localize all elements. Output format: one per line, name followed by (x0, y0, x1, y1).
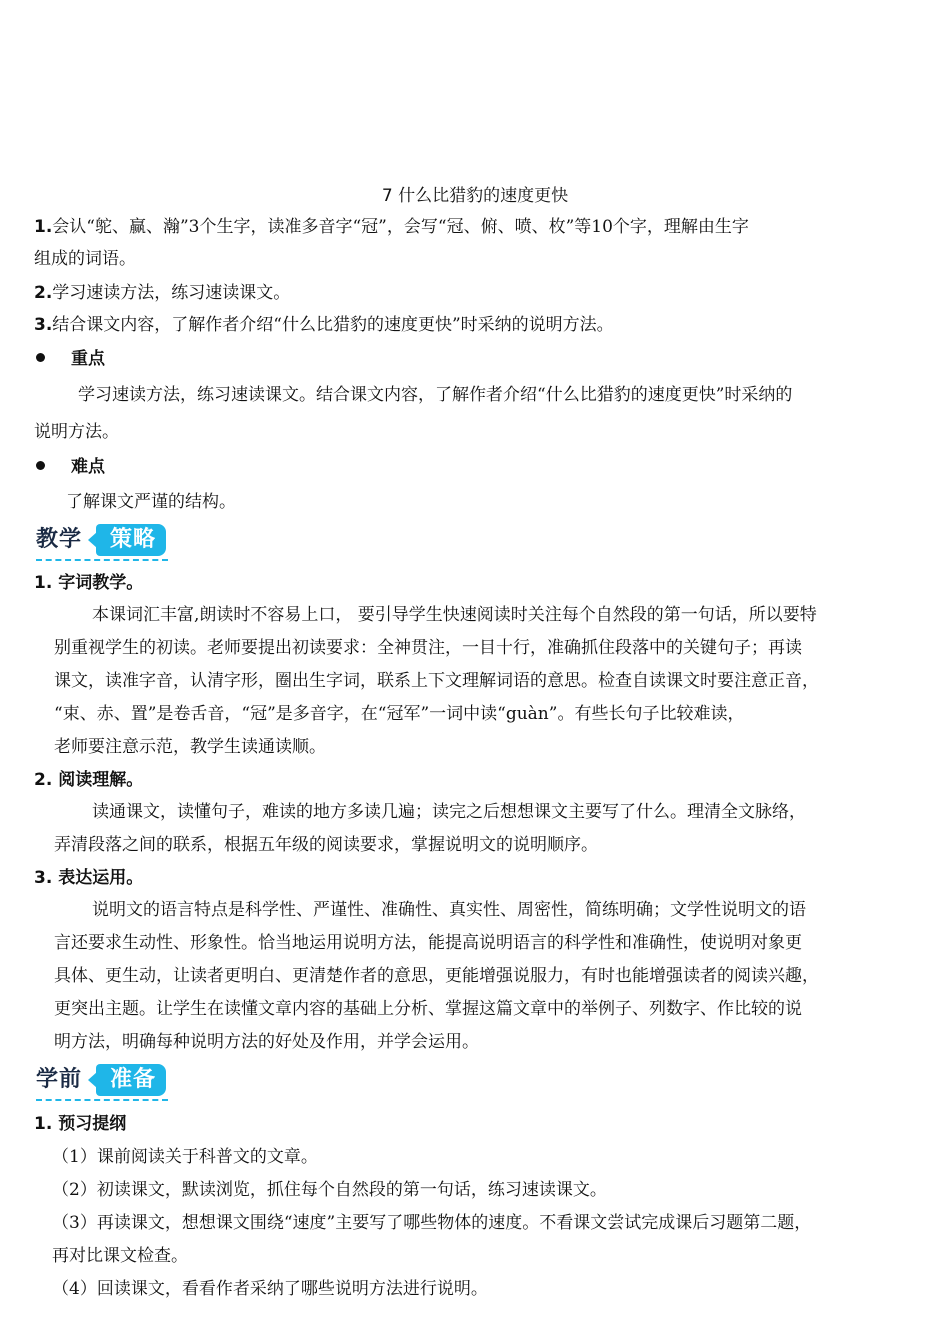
banner-underline (36, 1099, 168, 1101)
strategy-1-line-3: 课文，读准字音，认清字形，圈出生字词，联系上下文理解词语的意思。检查自读课文时要注意正音， (54, 671, 819, 691)
strategy-1-line-5: 老师要注意示范，教学生读通读顺。 (54, 737, 326, 757)
strategy-3-line-1: 说明文的语言特点是科学性、严谨性、准确性、真实性、周密性，简练明确；文学性说明文的语 (92, 900, 806, 920)
banner-underline (36, 559, 168, 561)
prep-line-5: （4）回读课文，看看作者采纳了哪些说明方法进行说明。 (52, 1279, 488, 1299)
prep-line-4: 再对比课文检查。 (52, 1246, 188, 1266)
objective-1-cont: 组成的词语。 (34, 249, 136, 269)
difficulty-line-1: 了解课文严谨的结构。 (66, 492, 236, 512)
prep-line-3: （3）再读课文，想想课文围绕“速度”主要写了哪些物体的速度。不看课文尝试完成课后习题第二题， (52, 1213, 812, 1233)
strategy-3-line-5: 明方法，明确每种说明方法的好处及作用，并学会运用。 (54, 1032, 479, 1052)
difficulty-heading: 难点 (36, 451, 105, 483)
strategy-1-line-1: 本课词汇丰富,朗读时不容易上口， 要引导学生快速阅读时关注每个自然段的第一句话，所以要特 (92, 605, 817, 625)
strategy-1-line-4: “束、赤、置”是卷舌音，“冠”是多音字，在“冠军”一词中读“guàn”。有些长句子比较难读， (54, 704, 745, 724)
prep-line-2: （2）初读课文，默读浏览，抓住每个自然段的第一句话，练习速读课文。 (52, 1180, 607, 1200)
section-banner-prep: 学前 准备 (36, 1062, 176, 1102)
section-banner-strategy: 教学 策略 (36, 522, 176, 562)
strategy-2-line-2: 弄清段落之间的联系，根据五年级的阅读要求，掌握说明文的说明顺序。 (54, 835, 598, 855)
key-point-heading: 重点 (36, 343, 105, 375)
strategy-3-line-4: 更突出主题。让学生在读懂文章内容的基础上分析、掌握这篇文章中的举例子、列数字、作比较的说 (54, 999, 802, 1019)
objective-1: 1.会认“鸵、赢、瀚”3个生字，读准多音字“冠”，会写“冠、俯、喷、枚”等10个字，理解由生字 (34, 217, 749, 237)
strategy-3-line-3: 具体、更生动，让读者更明白、更清楚作者的意思，更能增强说服力，有时也能增强读者的阅读兴趣， (54, 966, 819, 986)
objective-3: 3.结合课文内容，了解作者介绍“什么比猎豹的速度更快”时采纳的说明方法。 (34, 315, 614, 335)
prep-line-1: （1）课前阅读关于科普文的文章。 (52, 1147, 318, 1167)
strategy-2-line-1: 读通课文，读懂句子，难读的地方多读几遍；读完之后想想课文主要写了什么。理清全文脉络， (92, 802, 806, 822)
strategy-3-line-2: 言还要求生动性、形象性。恰当地运用说明方法，能提高说明语言的科学性和准确性，使说明对象更 (54, 933, 802, 953)
prep-heading: 1. 预习提纲 (34, 1114, 127, 1134)
strategy-heading-3: 3. 表达运用。 (34, 868, 144, 888)
bullet-icon (36, 353, 45, 362)
strategy-1-line-2: 别重视学生的初读。老师要提出初读要求：全神贯注，一目十行，准确抓住段落中的关键句子；再读 (54, 638, 802, 658)
strategy-heading-1: 1. 字词教学。 (34, 573, 144, 593)
objective-2: 2.学习速读方法，练习速读课文。 (34, 283, 291, 303)
bullet-icon (36, 461, 45, 470)
strategy-heading-2: 2. 阅读理解。 (34, 770, 144, 790)
lesson-title: 7 什么比猎豹的速度更快 (381, 186, 569, 206)
key-point-line-1: 学习速读方法，练习速读课文。结合课文内容，了解作者介绍“什么比猎豹的速度更快”时采纳的 (78, 385, 793, 405)
key-point-line-2: 说明方法。 (34, 422, 119, 442)
